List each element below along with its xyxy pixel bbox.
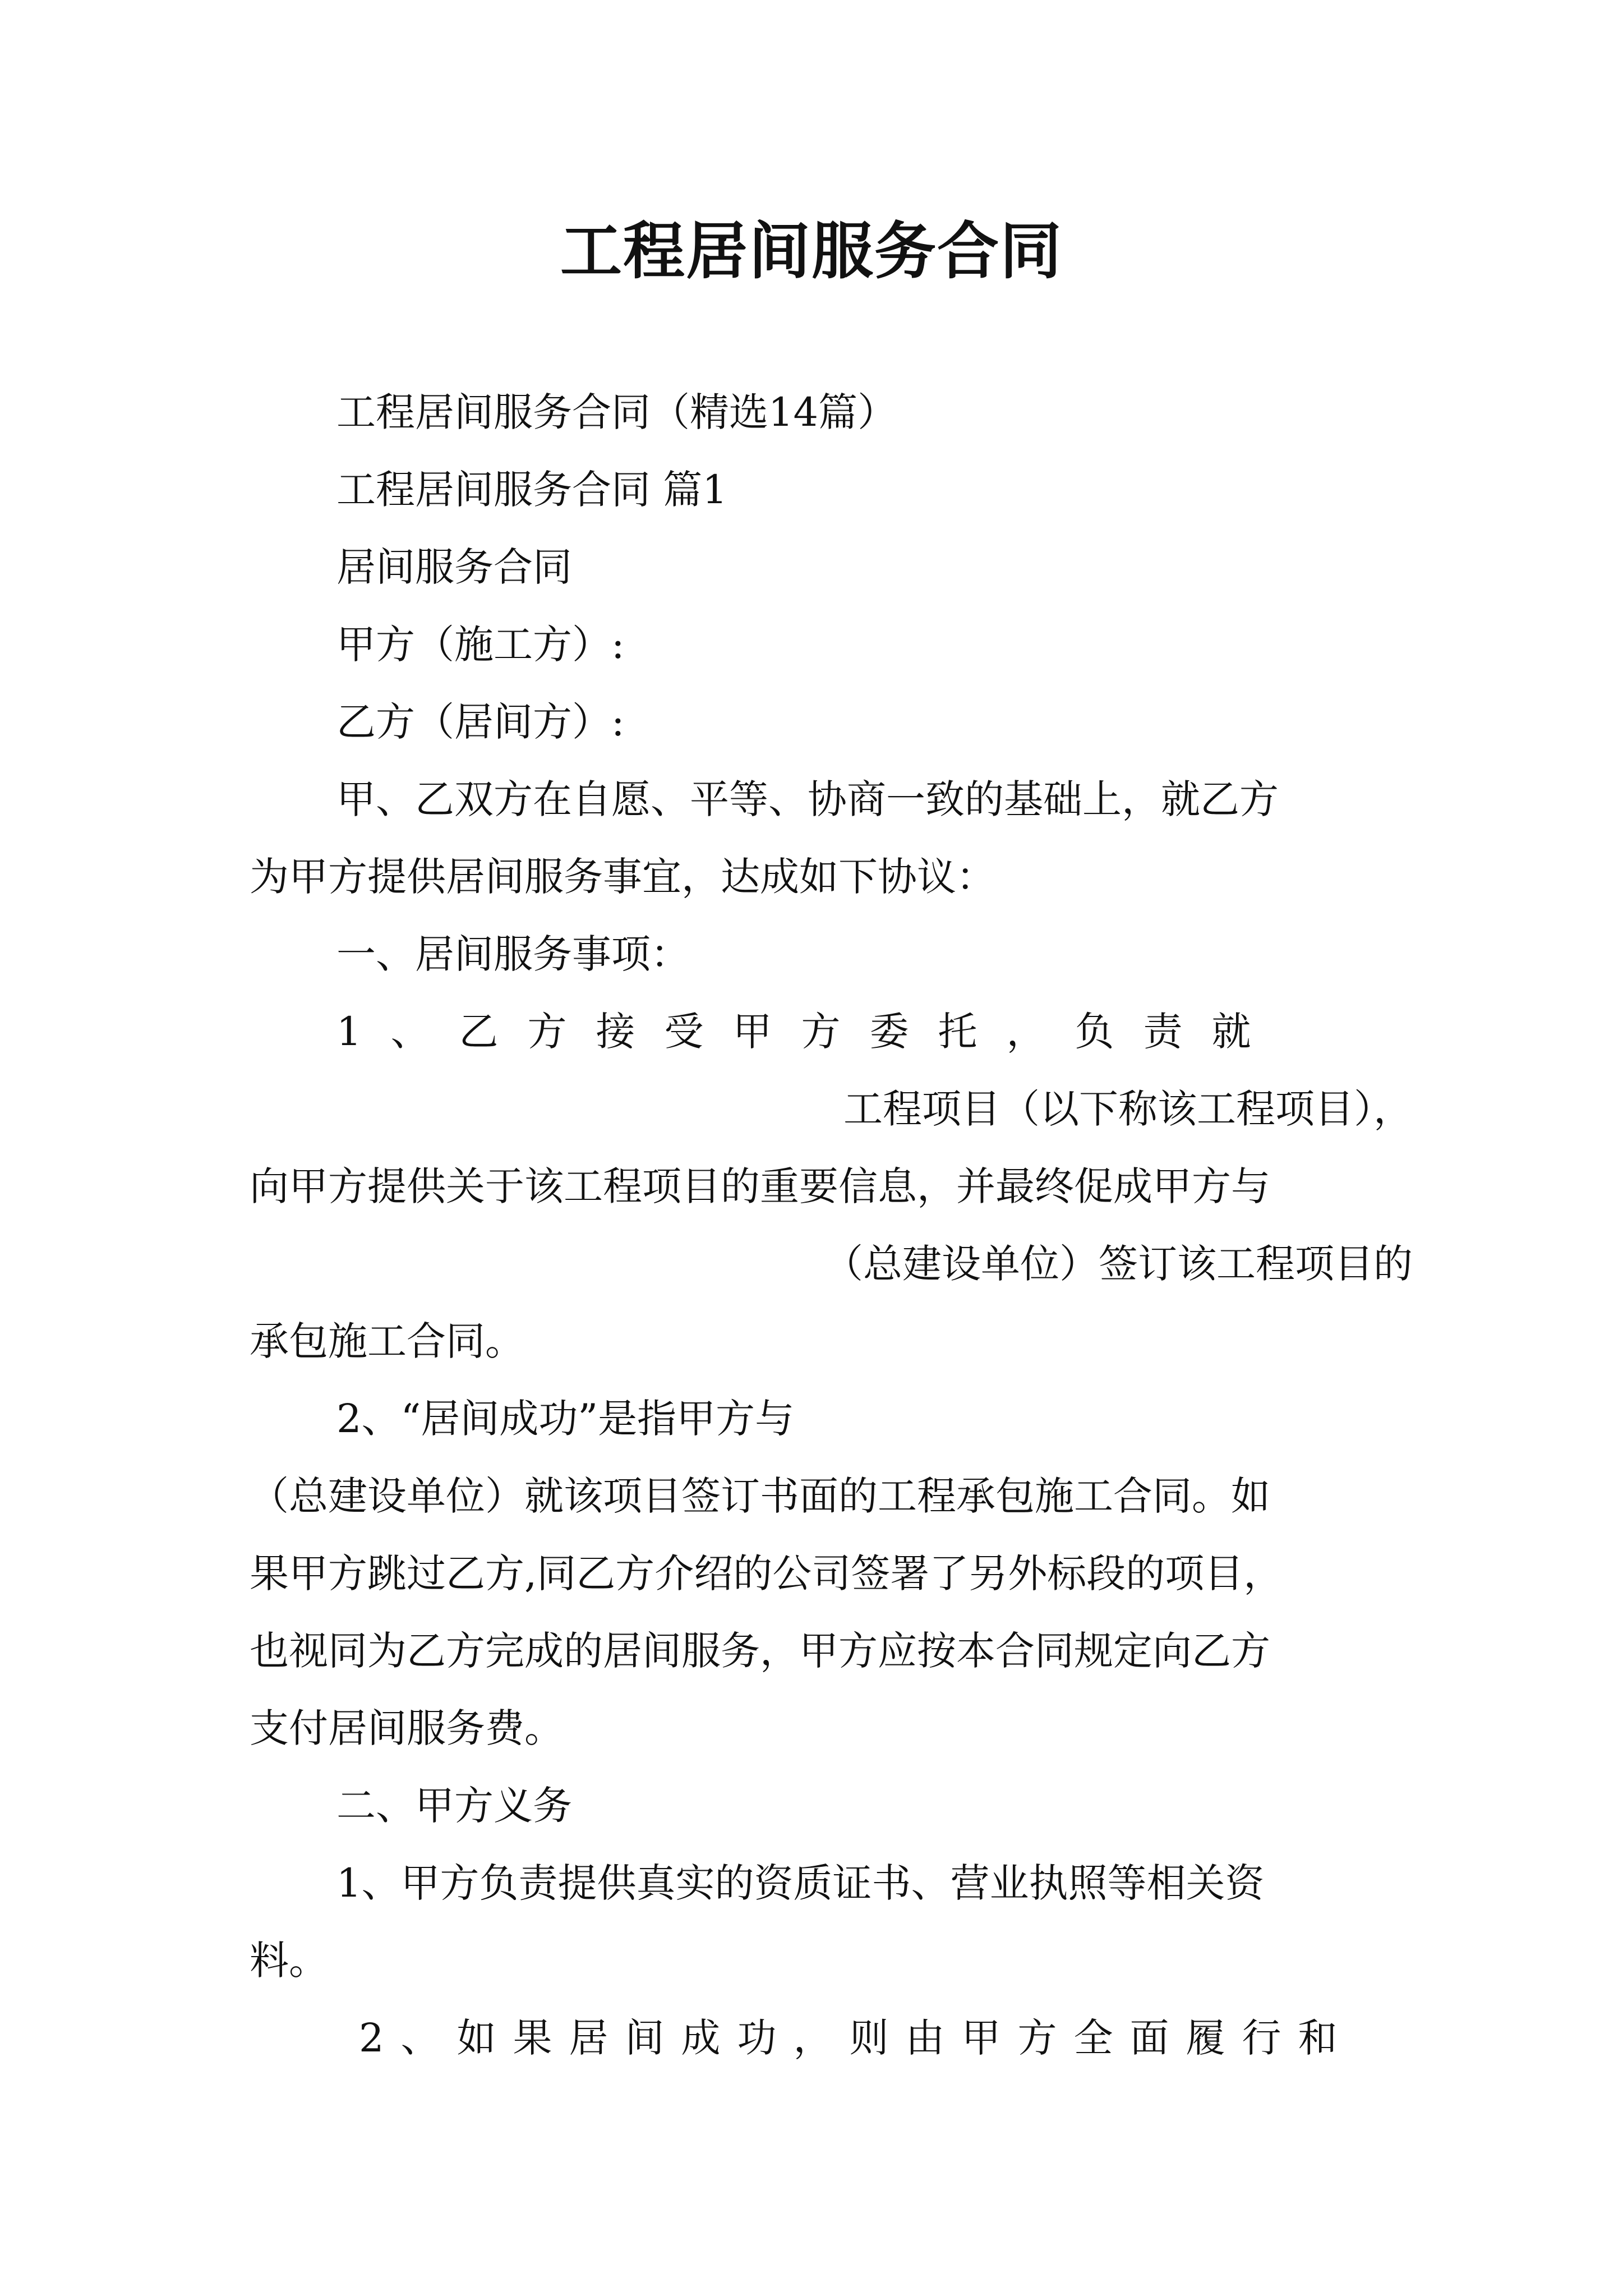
paragraph-line: 也视同为乙方完成的居间服务，甲方应按本合同规定向乙方 bbox=[250, 1628, 1270, 1674]
paragraph-line: 料。 bbox=[250, 1938, 328, 1984]
page-title: 工程居间服务合同 bbox=[560, 215, 1063, 287]
clause-heading: 一、居间服务事项： bbox=[336, 931, 690, 977]
paragraph-line: 1、乙方接受甲方委托，负责就 bbox=[336, 1009, 1280, 1055]
clause-heading: 二、甲方义务 bbox=[336, 1783, 572, 1829]
paragraph-line: 1、甲方负责提供真实的资质证书、营业执照等相关资 bbox=[336, 1860, 1265, 1906]
paragraph-line: 果甲方跳过乙方,同乙方介绍的公司签署了另外标段的项目， bbox=[250, 1550, 1283, 1596]
paragraph-line: 工程项目（以下称该工程项目）， bbox=[843, 1086, 1413, 1132]
paragraph-line: 2、如果居间成功，则由甲方全面履行和 bbox=[359, 2015, 1354, 2061]
paragraph-line: 向甲方提供关于该工程项目的重要信息，并最终促成甲方与 bbox=[250, 1163, 1270, 1209]
section-heading: 工程居间服务合同 篇1 bbox=[336, 467, 727, 513]
paragraph-line: 支付居间服务费。 bbox=[250, 1705, 564, 1751]
paragraph-line: （总建设单位）就该项目签订书面的工程承包施工合同。如 bbox=[250, 1473, 1270, 1519]
paragraph-line: 承包施工合同。 bbox=[250, 1318, 524, 1364]
party-b-field: 乙方（居间方）: bbox=[336, 699, 625, 745]
subtitle-line: 工程居间服务合同（精选14篇） bbox=[336, 389, 897, 435]
paragraph-line: 为甲方提供居间服务事宜，达成如下协议： bbox=[250, 854, 995, 900]
paragraph-line: （总建设单位）签订该工程项目的 bbox=[824, 1241, 1413, 1287]
contract-name: 居间服务合同 bbox=[336, 544, 572, 590]
party-a-field: 甲方（施工方）: bbox=[336, 622, 625, 668]
paragraph-line: 甲、乙双方在自愿、平等、协商一致的基础上，就乙方 bbox=[336, 776, 1279, 822]
paragraph-line: 2、“居间成功”是指甲方与 bbox=[336, 1396, 795, 1442]
